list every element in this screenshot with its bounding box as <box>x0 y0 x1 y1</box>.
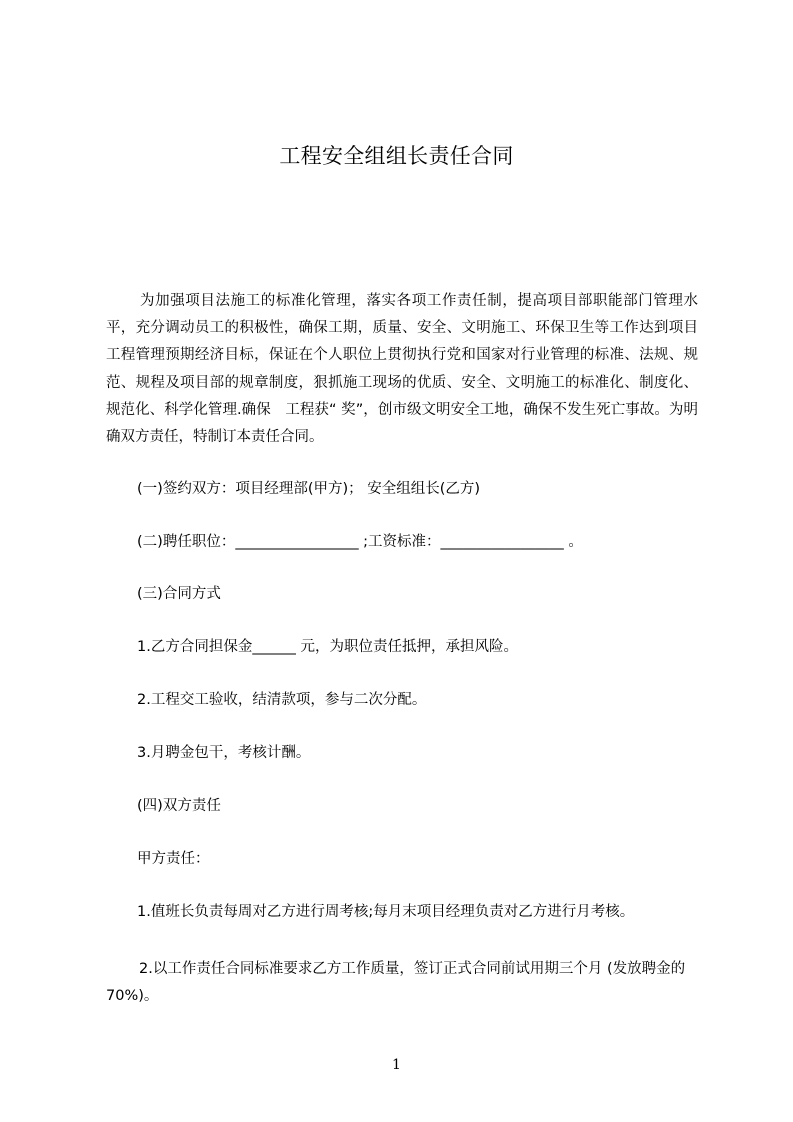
contract-parties: (一)签约双方：项目经理部(甲方)； 安全组组长(乙方) <box>137 481 481 497</box>
responsibilities-heading: (四)双方责任 <box>137 798 221 814</box>
contract-method-item-2: 2.工程交工验收，结清款项，参与二次分配。 <box>137 692 427 708</box>
position-and-salary: (二)聘任职位：_________________ ;工资标准：_________________ 。 <box>137 534 583 550</box>
page-number: 1 <box>392 1057 401 1073</box>
party-a-item-1: 1.值班长负责每周对乙方进行周考核;每月末项目经理负责对乙方进行月考核。 <box>137 904 635 920</box>
contract-method-item-1: 1.乙方合同担保金______ 元，为职位责任抵押，承担风险。 <box>137 639 518 655</box>
document-title: 工程安全组组长责任合同 <box>279 144 514 168</box>
party-a-item-2: 2.以工作责任合同标准要求乙方工作质量，签订正式合同前试用期三个月 (发放聘金的 70%)。 <box>106 961 686 1004</box>
contract-method-item-3: 3.月聘金包干，考核计酬。 <box>137 745 311 761</box>
contract-method-heading: (三)合同方式 <box>137 586 221 602</box>
party-a-heading: 甲方责任： <box>137 851 210 867</box>
intro-paragraph: 为加强项目法施工的标准化管理，落实各项工作责任制，提高项目部职能部门管理水平，充分调动员工的积极性，确保工期，质量、安全、文明施工、环保卫生等工作达到项目工程管理预期经济目标，保证在个人职位上贯彻执行党和国家对行业管理的标准、法规、规范、规程及项目部的规章制度，狠抓施工现场的优质、安全、文明施工的标准化、制度化、规范化、科学化管理.确保 工程获“ 奖”，创市级文明安全工地，确保不发生死亡事故。为明确双方责任，特制订本责任合同。 <box>106 293 698 446</box>
